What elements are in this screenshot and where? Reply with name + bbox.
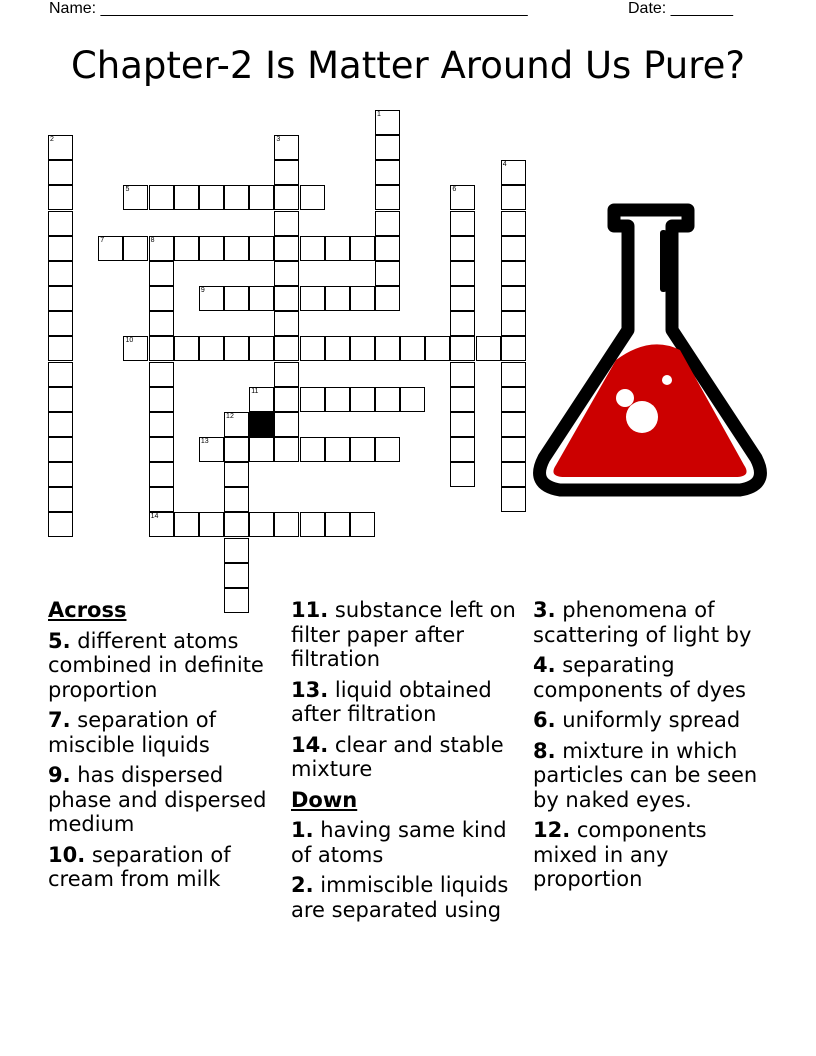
crossword-cell[interactable] xyxy=(199,236,224,261)
clue-down-1: 1. having same kind of atoms xyxy=(291,818,507,867)
clue-number: 9 xyxy=(200,287,205,295)
crossword-cell[interactable] xyxy=(450,286,475,311)
clue-down-2: 2. immiscible liquids are separated using xyxy=(291,873,509,922)
crossword-cell[interactable] xyxy=(174,185,199,210)
crossword-cell[interactable] xyxy=(501,336,526,361)
clues-column-2 xyxy=(291,598,531,928)
crossword-cell[interactable] xyxy=(375,336,400,361)
crossword-cell[interactable] xyxy=(224,336,249,361)
crossword-cell[interactable] xyxy=(274,135,299,160)
crossword-cell[interactable] xyxy=(400,387,425,412)
crossword-cell[interactable] xyxy=(249,437,274,462)
crossword-cell[interactable] xyxy=(375,160,400,185)
crossword-cell[interactable] xyxy=(149,462,174,487)
crossword-cell[interactable] xyxy=(249,286,274,311)
crossword-cell[interactable] xyxy=(48,512,73,537)
crossword-cell[interactable] xyxy=(149,236,174,261)
crossword-cell[interactable] xyxy=(476,336,501,361)
crossword-cell[interactable] xyxy=(300,185,325,210)
crossword-cell[interactable] xyxy=(501,412,526,437)
crossword-cell[interactable] xyxy=(300,336,325,361)
crossword-cell[interactable] xyxy=(274,437,299,462)
crossword-cell[interactable] xyxy=(149,336,174,361)
crossword-cell[interactable] xyxy=(425,336,450,361)
crossword-cell[interactable] xyxy=(375,261,400,286)
crossword-cell[interactable] xyxy=(48,160,73,185)
crossword-cell[interactable] xyxy=(274,160,299,185)
crossword-cell[interactable] xyxy=(450,387,475,412)
clues-column-1 xyxy=(48,598,288,898)
crossword-cell[interactable] xyxy=(450,311,475,336)
clue-across-10: 10. separation of cream from milk xyxy=(48,842,231,891)
crossword-cell[interactable] xyxy=(48,261,73,286)
crossword-cell[interactable] xyxy=(400,336,425,361)
crossword-cell[interactable] xyxy=(501,261,526,286)
crossword-cell[interactable] xyxy=(224,563,249,588)
crossword-cell[interactable] xyxy=(274,211,299,236)
crossword-cell[interactable] xyxy=(48,286,73,311)
crossword-cell[interactable] xyxy=(325,437,350,462)
clue-across-14: 14. clear and stable mixture xyxy=(291,732,504,781)
crossword-black-cell xyxy=(249,412,274,437)
clue-number: 6 xyxy=(452,186,457,194)
crossword-cell[interactable] xyxy=(375,110,400,135)
crossword-cell[interactable] xyxy=(123,185,148,210)
crossword-cell[interactable] xyxy=(174,512,199,537)
crossword-cell[interactable] xyxy=(501,311,526,336)
crossword-cell[interactable] xyxy=(48,236,73,261)
crossword-cell[interactable] xyxy=(199,185,224,210)
crossword-cell[interactable] xyxy=(224,236,249,261)
crossword-cell[interactable] xyxy=(450,362,475,387)
crossword-cell[interactable] xyxy=(501,362,526,387)
crossword-cell[interactable] xyxy=(501,387,526,412)
crossword-cell[interactable] xyxy=(274,261,299,286)
crossword-cell[interactable] xyxy=(350,387,375,412)
crossword-cell[interactable] xyxy=(199,437,224,462)
clue-across-5: 5. different atoms combined in definite proportion xyxy=(48,628,264,702)
crossword-cell[interactable] xyxy=(149,387,174,412)
crossword-cell[interactable] xyxy=(450,462,475,487)
crossword-cell[interactable] xyxy=(48,135,73,160)
crossword-cell[interactable] xyxy=(325,236,350,261)
crossword-cell[interactable] xyxy=(48,387,73,412)
crossword-cell[interactable] xyxy=(224,412,249,437)
date-field[interactable]: Date: _______ xyxy=(628,0,733,17)
crossword-cell[interactable] xyxy=(48,336,73,361)
crossword-cell[interactable] xyxy=(300,286,325,311)
crossword-cell[interactable] xyxy=(375,437,400,462)
flask-icon xyxy=(530,200,770,500)
clue-number: 8 xyxy=(150,236,155,244)
crossword-cell[interactable] xyxy=(375,387,400,412)
clue-number: 4 xyxy=(502,161,507,169)
crossword-cell[interactable] xyxy=(274,236,299,261)
crossword-cell[interactable] xyxy=(199,336,224,361)
crossword-cell[interactable] xyxy=(325,336,350,361)
crossword-cell[interactable] xyxy=(274,412,299,437)
crossword-cell[interactable] xyxy=(224,487,249,512)
clue-number: 1 xyxy=(376,111,381,118)
crossword-cell[interactable] xyxy=(224,462,249,487)
crossword-cell[interactable] xyxy=(149,286,174,311)
crossword-cell[interactable] xyxy=(249,185,274,210)
crossword-cell[interactable] xyxy=(123,236,148,261)
crossword-cell[interactable] xyxy=(375,286,400,311)
clue-down-12: 12. components mixed in any proportion xyxy=(533,818,707,891)
crossword-cell[interactable] xyxy=(274,387,299,412)
crossword-cell[interactable] xyxy=(300,236,325,261)
crossword-cell[interactable] xyxy=(149,261,174,286)
name-field[interactable]: Name: ________________________________________________ xyxy=(49,0,528,17)
crossword-cell[interactable] xyxy=(48,412,73,437)
clue-number: 11 xyxy=(251,387,259,395)
down-heading: Down xyxy=(291,787,358,812)
clue-down-6: 6. uniformly spread xyxy=(533,708,741,732)
crossword-cell[interactable] xyxy=(450,336,475,361)
crossword-cell[interactable] xyxy=(350,286,375,311)
crossword-cell[interactable] xyxy=(274,362,299,387)
crossword-cell[interactable] xyxy=(375,185,400,210)
clue-down-8: 8. mixture in which particles can be seen by naked eyes. xyxy=(533,738,758,812)
crossword-cell[interactable] xyxy=(48,362,73,387)
crossword-cell[interactable] xyxy=(224,437,249,462)
page-title: Chapter-2 Is Matter Around Us Pure? xyxy=(70,44,746,87)
crossword-cell[interactable] xyxy=(325,286,350,311)
crossword-cell[interactable] xyxy=(350,236,375,261)
crossword-cell[interactable] xyxy=(149,412,174,437)
clue-number: 7 xyxy=(100,236,105,244)
clue-number: 2 xyxy=(50,136,54,144)
crossword-cell[interactable] xyxy=(149,487,174,512)
crossword-cell[interactable] xyxy=(149,512,174,537)
crossword-cell[interactable] xyxy=(48,437,73,462)
crossword-cell[interactable] xyxy=(501,487,526,512)
crossword-cell[interactable] xyxy=(450,185,475,210)
clue-number: 10 xyxy=(125,337,134,345)
clue-down-4: 4. separating components of dyes xyxy=(533,653,746,702)
crossword-cell[interactable] xyxy=(450,211,475,236)
crossword-cell[interactable] xyxy=(274,512,299,537)
crossword-cell[interactable] xyxy=(149,185,174,210)
crossword-cell[interactable] xyxy=(501,236,526,261)
crossword-cell[interactable] xyxy=(375,135,400,160)
clue-number: 3 xyxy=(276,136,281,144)
crossword-cell[interactable] xyxy=(274,336,299,361)
crossword-cell[interactable] xyxy=(274,286,299,311)
crossword-cell[interactable] xyxy=(350,512,375,537)
crossword-cell[interactable] xyxy=(48,185,73,210)
crossword-cell[interactable] xyxy=(98,236,123,261)
clue-number: 14 xyxy=(150,513,159,521)
crossword-cell[interactable] xyxy=(300,512,325,537)
crossword-cell[interactable] xyxy=(450,412,475,437)
clue-down-3: 3. phenomena of scattering of light by xyxy=(533,598,752,647)
crossword-cell[interactable] xyxy=(501,185,526,210)
crossword-cell[interactable] xyxy=(375,211,400,236)
crossword-cell[interactable] xyxy=(249,336,274,361)
crossword-cell[interactable] xyxy=(224,512,249,537)
crossword-cell[interactable] xyxy=(274,311,299,336)
clue-across-9: 9. has dispersed phase and dispersed medium xyxy=(48,763,267,836)
crossword-cell[interactable] xyxy=(325,512,350,537)
crossword-cell[interactable] xyxy=(501,211,526,236)
crossword-cell[interactable] xyxy=(350,336,375,361)
clues-column-3 xyxy=(533,598,773,898)
crossword-cell[interactable] xyxy=(300,437,325,462)
crossword-cell[interactable] xyxy=(123,336,148,361)
crossword-cell[interactable] xyxy=(501,437,526,462)
clue-number: 13 xyxy=(200,437,209,445)
crossword-cell[interactable] xyxy=(48,462,73,487)
crossword-cell[interactable] xyxy=(149,311,174,336)
crossword-cell[interactable] xyxy=(249,387,274,412)
crossword-cell[interactable] xyxy=(48,487,73,512)
crossword-cell[interactable] xyxy=(501,462,526,487)
crossword-cell[interactable] xyxy=(325,387,350,412)
crossword-cell[interactable] xyxy=(274,185,299,210)
clue-number: 12 xyxy=(226,412,234,420)
crossword-cell[interactable] xyxy=(48,311,73,336)
crossword-cell[interactable] xyxy=(149,362,174,387)
crossword-cell[interactable] xyxy=(501,286,526,311)
crossword-cell[interactable] xyxy=(199,512,224,537)
crossword-cell[interactable] xyxy=(224,538,249,563)
crossword-cell[interactable] xyxy=(48,211,73,236)
crossword-cell[interactable] xyxy=(350,437,375,462)
crossword-cell[interactable] xyxy=(174,236,199,261)
crossword-cell[interactable] xyxy=(224,286,249,311)
crossword-cell[interactable] xyxy=(450,261,475,286)
crossword-cell[interactable] xyxy=(174,336,199,361)
clue-across-13: 13. liquid obtained after filtration xyxy=(291,677,492,726)
crossword-cell[interactable] xyxy=(375,236,400,261)
clue-across-11: 11. substance left on filter paper after filtration xyxy=(291,598,516,671)
crossword-cell[interactable] xyxy=(149,437,174,462)
crossword-cell[interactable] xyxy=(450,437,475,462)
crossword-cell[interactable] xyxy=(450,236,475,261)
clue-across-7: 7. separation of miscible liquids xyxy=(48,708,216,757)
clue-number: 5 xyxy=(125,186,130,194)
crossword-cell[interactable] xyxy=(249,512,274,537)
crossword-cell[interactable] xyxy=(300,387,325,412)
crossword-cell[interactable] xyxy=(224,185,249,210)
crossword-cell[interactable] xyxy=(249,236,274,261)
crossword-cell[interactable] xyxy=(199,286,224,311)
across-heading: Across xyxy=(48,598,127,622)
crossword-cell[interactable] xyxy=(501,160,526,185)
